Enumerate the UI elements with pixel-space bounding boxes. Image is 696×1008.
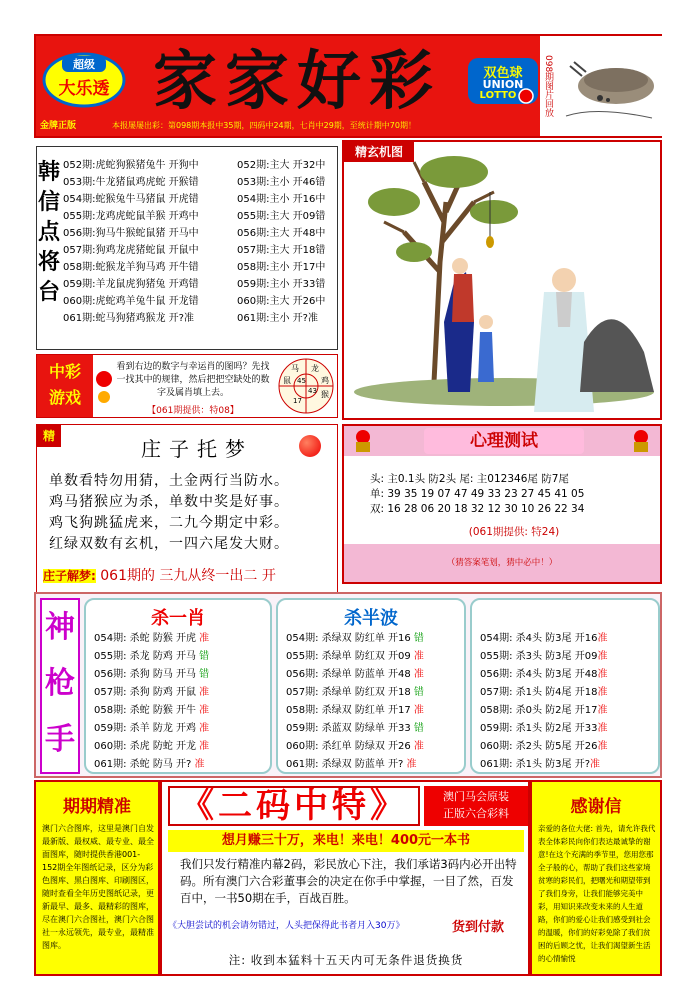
poem-title: 庄子托梦 — [141, 437, 253, 461]
list-item — [278, 756, 464, 774]
row-text: 059期: 杀蓝双 防绿单 开33 — [286, 723, 414, 734]
ad-headline: 《二码中特》 — [168, 786, 420, 826]
xuanji-picture — [342, 140, 662, 420]
poem-lines — [49, 471, 339, 555]
lantern-icon — [95, 363, 113, 409]
list-item — [472, 666, 658, 684]
logo-union: UNION — [482, 78, 524, 91]
hanxin-title-char: 将 — [37, 249, 60, 275]
row-text: 061期: 杀绿双 防蓝单 开? — [286, 759, 407, 770]
kill-head-column — [470, 598, 660, 774]
interpretation-label: 庄子解梦: — [43, 569, 96, 583]
ad-note: 注: 收到本猛料十五天内可无条件退货换货 — [228, 953, 464, 967]
hanxin-title-char: 信 — [37, 189, 60, 215]
ticker: 本报屡屡出彩：第098期本报中35期，四码中24期，七肖中29期，至统计期中70期！ — [112, 121, 416, 130]
row-text: 061期: 杀蛇 防马 开? — [94, 759, 195, 770]
ad-payment: 货到付款 — [452, 920, 505, 935]
list-item — [86, 684, 270, 702]
interpretation-text: 061期的 三九从终一出二 开 — [100, 568, 276, 584]
psych-test — [342, 424, 662, 584]
list-item — [86, 738, 270, 756]
list-item: 054期:蛇猴兔牛马猪鼠 开虎错 — [63, 194, 199, 205]
row-result: 准 — [597, 723, 608, 734]
kill-zodiac-column — [84, 598, 272, 774]
wheel-number: 43 — [308, 387, 317, 395]
ad-quote: 《大胆尝试的机会请勿错过，人头把保得此书者月入30万》 — [168, 921, 405, 931]
list-item — [278, 702, 464, 720]
row-text: 060期: 杀虎 防蛇 开龙 — [94, 741, 200, 752]
list-item — [86, 666, 270, 684]
wheel-label: 马 — [291, 364, 299, 373]
row-text: 055期: 杀3头 防3尾 开09 — [480, 651, 598, 662]
list-item: 057期:狗鸡龙虎猪蛇鼠 开鼠中 — [63, 245, 199, 256]
row-result: 准 — [199, 705, 210, 716]
row-result: 准 — [413, 669, 424, 680]
list-item — [86, 702, 270, 720]
page-title: 家家好彩 — [153, 44, 441, 119]
list-item — [278, 648, 464, 666]
row-result: 准 — [413, 741, 424, 752]
hanxin-size-list — [237, 157, 337, 327]
row-text: 054期: 杀4头 防3尾 开16 — [480, 633, 598, 644]
column-title: 杀一肖 — [151, 608, 205, 629]
row-result: 错 — [199, 651, 210, 662]
list-item — [278, 720, 464, 738]
union-lotto-logo — [466, 46, 540, 110]
list-item: 056期:主大 开48中 — [237, 228, 326, 239]
poem-line: 红绿双数有玄机，一四六尾发大财。 — [49, 536, 289, 552]
header-sketch-image — [556, 36, 662, 136]
row-text: 054期: 杀绿双 防红单 开16 — [286, 633, 414, 644]
zhuangzi-poem — [36, 424, 338, 594]
list-item — [86, 756, 270, 774]
list-item: 061期:主小 开?准 — [237, 313, 318, 324]
issue-replay-strip: 098期图片回放 — [540, 36, 556, 136]
game-instructions: 看到右边的数字与幸运肖的图吗？先找一找其中的规律，然后把把空缺处的数字及属肖填上去。 — [116, 362, 270, 398]
poem-line: 鸡飞狗跳猛虎来，二九今期定中彩。 — [49, 515, 289, 531]
ad-side-label — [424, 786, 528, 826]
picture-label: 精玄机图 — [344, 142, 414, 162]
row-result: 准 — [194, 759, 205, 770]
list-item: 055期:龙鸡虎蛇鼠羊猴 开鸡中 — [63, 211, 199, 222]
list-item: 061期:蛇马狗猪鸡猴龙 开?准 — [63, 313, 194, 324]
row-text: 057期: 杀绿单 防红双 开18 — [286, 687, 414, 698]
poem-interpretation — [43, 565, 339, 585]
kill-half-wave-column — [276, 598, 466, 774]
row-result: 错 — [199, 669, 210, 680]
gun-tag-char: 枪 — [45, 666, 75, 701]
wheel-number: 17 — [293, 397, 302, 405]
column-title: 杀半波 — [344, 608, 398, 629]
row-result: 准 — [597, 651, 608, 662]
list-item: 056期:狗马牛猴蛇鼠猪 开马中 — [63, 228, 199, 239]
row-text: 060期: 杀红单 防绿双 开26 — [286, 741, 414, 752]
list-item — [472, 738, 658, 756]
logo-super-text: 超级 — [62, 56, 106, 72]
list-item: 060期:虎蛇鸡羊兔牛鼠 开龙错 — [63, 296, 199, 307]
row-result: 准 — [597, 687, 608, 698]
shenqiangshou-section — [34, 592, 662, 778]
kill-head-list — [472, 630, 658, 774]
row-text: 060期: 杀2头 防5尾 开26 — [480, 741, 598, 752]
row-text: 054期: 杀蛇 防猴 开虎 — [94, 633, 200, 644]
row-text: 058期: 杀绿双 防红单 开17 — [286, 705, 414, 716]
xuanji-illustration — [344, 142, 660, 418]
game-answer: 【061期提供：特08】 — [147, 406, 239, 416]
row-text: 061期: 杀1头 防3尾 开? — [480, 759, 591, 770]
hanxin-title-char: 韩 — [37, 159, 60, 185]
game-tag — [37, 355, 93, 417]
list-item — [472, 720, 658, 738]
qiqi-jingzhun-box — [34, 780, 160, 976]
logo-lotto-text: 大乐透 — [58, 79, 110, 99]
wheel-label: 鼠 — [283, 376, 291, 385]
list-item: 053期:牛龙猪鼠鸡虎蛇 开猴错 — [63, 177, 199, 188]
list-item — [86, 648, 270, 666]
list-item — [86, 630, 270, 648]
row-result: 错 — [413, 687, 424, 698]
kill-zodiac-list — [86, 630, 270, 774]
flower-pot-icon — [350, 428, 376, 454]
hanxin-table — [36, 146, 338, 350]
list-item — [86, 720, 270, 738]
row-text: 055期: 杀龙 防鸡 开马 — [94, 651, 200, 662]
list-item: 060期:主大 开26中 — [237, 296, 326, 307]
ad-body: 我们只发行精准内幕2码，彩民放心下注，我们承诺3码内必开出特码。所有澳门六合彩董事会的决定在你手中掌握，一目了然，百发百中，一书50期在手，百战百胜。 — [180, 857, 517, 905]
hanxin-zodiac-list — [63, 157, 235, 327]
poem-line: 单数看特勿用猜，土金两行当防水。 — [49, 473, 289, 489]
shenqiangshou-tag — [40, 598, 80, 774]
wheel-number: 45 — [297, 377, 306, 385]
row-result: 准 — [199, 723, 210, 734]
row-result: 准 — [597, 633, 608, 644]
wheel-label: 龙 — [311, 364, 319, 373]
psych-footer-text: （猜答案笔划，猜中必中！） — [446, 558, 558, 568]
thank-you-letter — [530, 780, 662, 976]
row-text: 056期: 杀狗 防马 开马 — [94, 669, 200, 680]
row-result: 准 — [590, 759, 601, 770]
row-result: 准 — [199, 633, 210, 644]
list-item: 054期:主小 开16中 — [237, 194, 326, 205]
row-text: 059期: 杀羊 防龙 开鸡 — [94, 723, 200, 734]
list-item — [278, 738, 464, 756]
game-tag-line: 中彩 — [48, 362, 81, 381]
flower-pot-icon — [628, 428, 654, 454]
list-item: 059期:羊龙鼠虎狗猪兔 开鸡错 — [63, 279, 199, 290]
red-ball-icon — [299, 435, 321, 457]
list-item — [278, 684, 464, 702]
psych-footer-band — [344, 544, 660, 582]
hanxin-title-char: 点 — [37, 219, 60, 245]
box-text: 澳门六合图库，这里是澳门自发最新版、最权威、最专业、最全面图库，随时提供香港001-152期全年图纸记录，区分为彩色图库、黑白图库、印刷图区，随时查看全年历史图纸记录，更新最早、最多、最精彩的图库，尽在澳门六合图社，澳门六合图社一永远领先，最专业，最精准图库。 — [42, 824, 154, 950]
ad-wage-banner: 想月赚三十万，来电！来电！400元一本书 — [168, 830, 524, 852]
psych-lines — [370, 472, 660, 517]
list-item: 052期:虎蛇狗猴猪兔牛 开狗中 — [63, 160, 199, 171]
row-text: 058期: 杀蛇 防猴 开牛 — [94, 705, 200, 716]
list-item: 059期:主小 开33错 — [237, 279, 326, 290]
psych-line: 头: 主0.1头 防2头 尾: 主012346尾 防7尾 — [370, 473, 569, 485]
list-item: 053期:主小 开46错 — [237, 177, 326, 188]
list-item — [278, 630, 464, 648]
letter-title: 感谢信 — [570, 797, 622, 817]
game-tag-line: 游戏 — [48, 388, 81, 407]
row-result: 准 — [597, 741, 608, 752]
row-text: 059期: 杀1头 防2尾 开33 — [480, 723, 598, 734]
list-item — [472, 702, 658, 720]
row-result: 错 — [413, 633, 424, 644]
row-result: 准 — [597, 705, 608, 716]
hanxin-title — [37, 147, 61, 349]
psych-line: 双: 16 28 06 20 18 32 12 30 10 26 22 34 — [370, 503, 585, 515]
psych-answer: (061期提供: 特24) — [468, 526, 560, 538]
row-result: 准 — [413, 651, 424, 662]
row-text: 057期: 杀1头 防4尾 开18 — [480, 687, 598, 698]
ad-side-line: 澳门马会原装 — [443, 790, 509, 803]
psych-title: 心理测试 — [424, 428, 584, 454]
super-lotto-logo — [42, 46, 126, 110]
gun-tag-char: 手 — [45, 722, 75, 757]
poem-line: 鸡马猪猴应为杀，单数中奖是好事。 — [49, 494, 289, 510]
row-result: 准 — [597, 669, 608, 680]
list-item: 055期:主大 开09错 — [237, 211, 326, 222]
psych-line: 单: 39 35 19 07 47 49 33 23 27 45 41 05 — [370, 488, 585, 500]
row-text: 058期: 杀0头 防2尾 开17 — [480, 705, 598, 716]
row-text: 055期: 杀绿单 防红双 开09 — [286, 651, 414, 662]
row-result: 准 — [199, 687, 210, 698]
zhongcai-game — [36, 354, 338, 418]
list-item: 052期:主大 开32中 — [237, 160, 326, 171]
row-result: 错 — [413, 723, 424, 734]
ad-side-line: 正版六合彩料 — [443, 807, 509, 820]
row-text: 057期: 杀狗 防鸡 开鼠 — [94, 687, 200, 698]
tagline: 金牌正版 — [40, 121, 77, 131]
list-item: 058期:蛇猴龙羊狗马鸡 开牛错 — [63, 262, 199, 273]
row-text: 056期: 杀绿单 防蓝单 开48 — [286, 669, 414, 680]
list-item — [472, 684, 658, 702]
letter-text: 亲爱的各位大佬: 首先，请允许我代表全体彩民向你们表达最诚挚的谢意!在这个充满的季节里，您用您那全子般的心，帮助了我们这些家境贫寒的彩民们，把曙光和期望带到了我们身旁，让我们能够完美中彩，用知识来改变未来的人生道路，你们的爱心让我们感受到社会的温暖，你们的好彩免除了我们贫困的后顾之忧，让我们渴望新生活的心情愉悦 — [538, 824, 656, 963]
zodiac-wheel — [277, 357, 335, 415]
hanxin-title-char: 台 — [37, 279, 60, 305]
row-text: 056期: 杀4头 防3尾 开48 — [480, 669, 598, 680]
row-result: 准 — [199, 741, 210, 752]
logo-lotto: LOTTO — [479, 90, 517, 101]
poem-tag: 精 — [37, 425, 61, 447]
erma-zhongte-ad — [160, 780, 530, 976]
gun-tag-char: 神 — [45, 610, 75, 645]
row-result: 准 — [406, 759, 417, 770]
list-item: 057期:主大 开18错 — [237, 245, 326, 256]
list-item — [472, 756, 658, 774]
wheel-label: 鸡 — [321, 376, 329, 385]
box-title: 期期精准 — [63, 797, 131, 817]
row-result: 准 — [413, 705, 424, 716]
wheel-label: 猴 — [321, 390, 329, 399]
logo-shuangseqiu: 双色球 — [483, 66, 523, 81]
header-banner — [34, 34, 662, 138]
list-item — [472, 648, 658, 666]
list-item — [278, 666, 464, 684]
list-item: 058期:主小 开17中 — [237, 262, 326, 273]
list-item — [472, 630, 658, 648]
kill-half-wave-list — [278, 630, 464, 774]
